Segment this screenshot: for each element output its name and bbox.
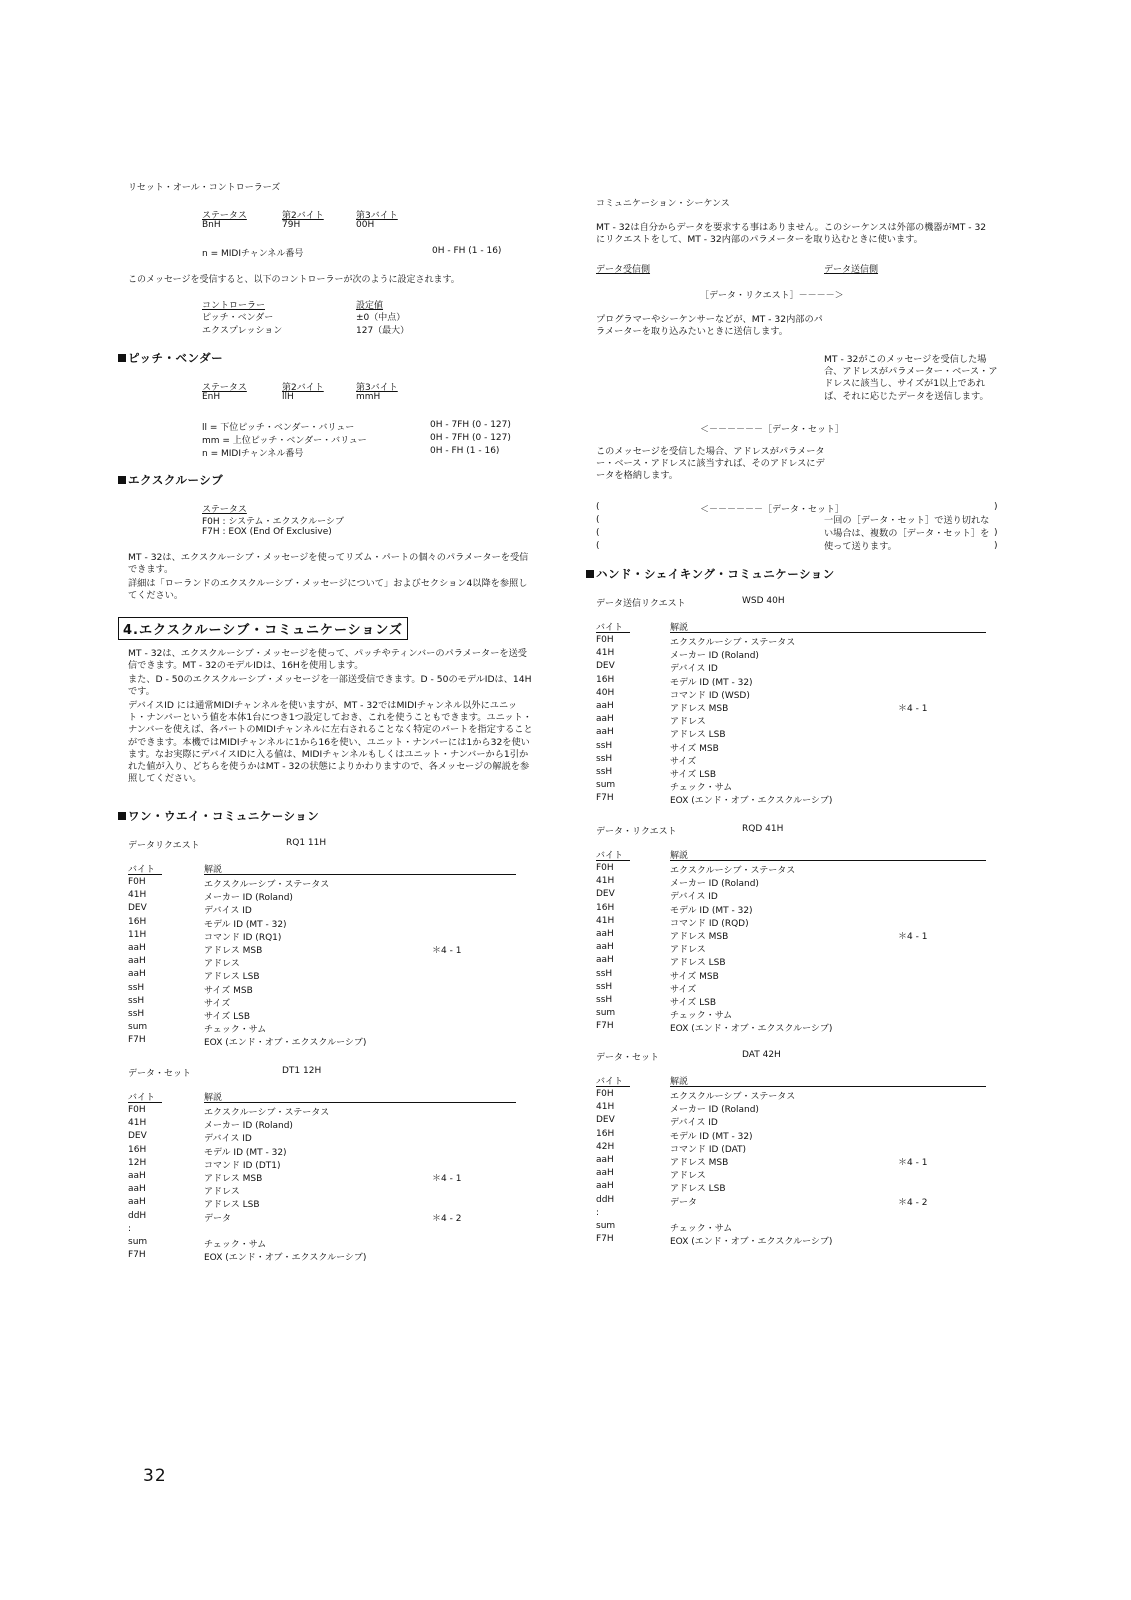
reset-desc: このメッセージを受信すると、以下のコントローラーが次のように設定されます。 xyxy=(128,275,460,285)
table-row-note-cell: ＊4 - 1 xyxy=(432,946,462,956)
table-row-byte-cell: DEV xyxy=(596,661,615,672)
table-row-desc-cell: EOX (エンド・オブ・エクスクルーシブ) xyxy=(670,796,833,807)
pitch-value-status: EnH xyxy=(202,392,221,402)
table-row-desc-cell: EOX (エンド・オブ・エクスクルーシブ) xyxy=(670,1024,833,1035)
table-row-byte-cell: ssH xyxy=(128,995,145,1006)
reset-header-byte2: 第2バイト xyxy=(282,211,324,221)
table-row-byte-cell: aaH xyxy=(128,969,146,980)
ctrl-row-value: 127（最大） xyxy=(356,326,410,336)
table-row-desc-cell: コマンド ID (WSD) xyxy=(670,690,750,701)
dt1-header-desc: 解説 xyxy=(204,1093,223,1103)
reset-note-label: n = MIDIチャンネル番号 xyxy=(202,249,304,259)
table-rule xyxy=(596,860,630,861)
seq-title: コミュニケーション・シーケンス xyxy=(596,199,730,209)
table-row-desc-cell: デバイス ID xyxy=(204,1134,252,1145)
table-row-byte-cell: DEV xyxy=(596,889,615,900)
table-row-byte-cell: 41H xyxy=(596,648,615,659)
table-row-byte-cell: 16H xyxy=(128,916,147,927)
table-row-byte-cell: 41H xyxy=(596,876,615,887)
table-row-byte-cell: F7H xyxy=(128,1250,146,1261)
dt1-header-byte: バイト xyxy=(128,1093,156,1103)
table-row-byte-cell: F7H xyxy=(128,1035,146,1046)
pitch-note-range: 0H - 7FH (0 - 127) xyxy=(430,433,511,443)
table-row-desc-cell: EOX (エンド・オブ・エクスクルーシブ) xyxy=(204,1038,367,1049)
table-row-desc-cell: エクスクルーシブ・ステータス xyxy=(204,1108,330,1118)
table-rule xyxy=(596,1086,630,1087)
reset-note-range: 0H - FH (1 - 16) xyxy=(432,246,502,256)
table-row-desc-cell: サイズ MSB xyxy=(204,985,253,996)
table-rule xyxy=(670,860,986,861)
dt1-title: データ・セット xyxy=(128,1069,192,1079)
table-row-byte-cell: 11H xyxy=(128,929,147,940)
exclusive-status-line: F7H : EOX (End Of Exclusive) xyxy=(202,527,332,537)
table-row-desc-cell: メーカー ID (Roland) xyxy=(670,651,759,662)
square-bullet-icon xyxy=(118,354,126,362)
table-row-byte-cell: ssH xyxy=(596,968,613,979)
exclusive-paragraph: MT - 32は、エクスクルーシブ・メッセージを使ってリズム・パートの個々のパラメーターを受信できます。 xyxy=(128,552,529,576)
table-row-desc-cell: エクスクルーシブ・ステータス xyxy=(670,866,796,876)
table-row-desc-cell: アドレス MSB xyxy=(204,1174,263,1184)
table-row-byte-cell: aaH xyxy=(128,1171,146,1181)
table-row-byte-cell: : xyxy=(128,1223,132,1234)
table-row-byte-cell: 41H xyxy=(596,915,615,926)
table-row-desc-cell: デバイス ID xyxy=(670,1118,718,1129)
reset-header-status: ステータス xyxy=(202,211,247,221)
paren-right-icon: ) xyxy=(994,502,998,512)
section-4-title: 4.エクスクルーシブ・コミュニケーションズ xyxy=(118,617,408,640)
section-4-paragraph: デバイスID には通常MIDIチャンネルを使いますが、MT - 32ではMIDIチャンネル以外にユニット・ナンバーという値を本体1台につき1つ設定しておき、これを使うこともできます。ユニット・ナンバーを使えば、各パートのMIDIチャンネルに左右されることなく特定のパートを指定することができます。本機ではMIDIチャンネルに1から16を使い、ユニット・ナンバーには1から32を使います。なお実際にデバイスIDに入る値は、MIDIチャンネルもしくはユニット・ナンバーから1引かれた値が入り、どちらを使うかはMT - 32の状態によりかわりますので、各メッセージの解説を参照してください。 xyxy=(128,700,533,785)
table-row-desc-cell: デバイス ID xyxy=(204,906,252,917)
pitch-note-range: 0H - 7FH (0 - 127) xyxy=(430,420,511,430)
exclusive-paragraph: 詳細は「ローランドのエクスクルーシブ・メッセージについて」およびセクション4以降を参照してください。 xyxy=(128,578,528,602)
table-row-byte-cell: aaH xyxy=(596,1181,614,1192)
pitch-note-label: mm = 上位ピッチ・ベンダー・バリュー xyxy=(202,436,367,446)
wsd-title: データ送信リクエスト xyxy=(596,599,686,609)
seq-left-note: プログラマーやシーケンサーなどが、MT - 32内部のパラメーターを取り込みたいときに送信します。 xyxy=(596,314,823,338)
table-row-desc-cell: サイズ LSB xyxy=(670,770,717,780)
table-row-byte-cell: aaH xyxy=(128,1197,146,1208)
rq1-header-byte: バイト xyxy=(128,865,156,875)
table-row-byte-cell: 16H xyxy=(596,674,615,685)
reset-value-byte3: 00H xyxy=(356,220,375,230)
table-row-byte-cell: aaH xyxy=(128,943,146,953)
table-row-byte-cell: aaH xyxy=(596,1168,614,1179)
paren-right-icon: ) xyxy=(994,528,998,538)
handshake-heading: ハンド・シェイキング・コミュニケーション xyxy=(586,566,835,582)
square-bullet-icon xyxy=(586,570,594,578)
table-row-desc-cell: サイズ MSB xyxy=(670,743,719,754)
table-rule xyxy=(128,1102,162,1103)
table-row-byte-cell: ssH xyxy=(128,1009,145,1019)
table-row-desc-cell: アドレス MSB xyxy=(204,946,263,956)
table-row-byte-cell: 40H xyxy=(596,687,615,698)
table-row-desc-cell: チェック・サム xyxy=(670,1224,733,1234)
table-row-desc-cell: アドレス xyxy=(670,945,706,956)
table-row-desc-cell: メーカー ID (Roland) xyxy=(204,893,293,904)
page-number: 32 xyxy=(143,1466,167,1486)
table-row-desc-cell: データ xyxy=(204,1213,232,1224)
table-rule xyxy=(670,1086,986,1087)
table-row-byte-cell: sum xyxy=(596,780,616,791)
table-row-desc-cell: デバイス ID xyxy=(670,664,718,675)
rq1-code: RQ1 11H xyxy=(286,838,327,848)
table-row-desc-cell: アドレス xyxy=(670,717,706,728)
table-row-byte-cell: F0H xyxy=(128,1105,146,1115)
table-row-desc-cell: チェック・サム xyxy=(670,1011,733,1022)
table-row-note-cell: ＊4 - 2 xyxy=(898,1197,928,1208)
paren-left-icon: ( xyxy=(596,528,600,538)
table-row-desc-cell: モデル ID (MT - 32) xyxy=(670,905,753,916)
table-row-desc-cell: EOX (エンド・オブ・エクスクルーシブ) xyxy=(204,1253,367,1264)
table-row-byte-cell: F7H xyxy=(596,1234,614,1245)
square-bullet-icon xyxy=(118,812,126,820)
section-4-paragraph: MT - 32は、エクスクルーシブ・メッセージを使って、パッチやティンバーのパラメーターを送受信できます。MT - 32のモデルIDは、16Hを使用します。 xyxy=(128,648,527,672)
table-row-note-cell: ＊4 - 2 xyxy=(432,1213,462,1224)
table-row-byte-cell: F0H xyxy=(596,1089,614,1099)
pitch-value-byte2: llH xyxy=(282,392,294,402)
table-row-desc-cell: メーカー ID (Roland) xyxy=(204,1121,293,1132)
table-row-desc-cell: アドレス MSB xyxy=(670,704,729,714)
table-row-desc-cell: サイズ xyxy=(204,998,231,1009)
table-row-byte-cell: 16H xyxy=(128,1144,147,1155)
table-row-desc-cell: モデル ID (MT - 32) xyxy=(670,677,753,688)
table-row-byte-cell: 12H xyxy=(128,1157,147,1168)
table-row-desc-cell: アドレス MSB xyxy=(670,1158,729,1168)
ctrl-row-value: ±0（中点） xyxy=(356,313,406,323)
table-row-desc-cell: アドレス xyxy=(204,959,240,970)
table-row-byte-cell: sum xyxy=(596,1008,616,1019)
table-row-desc-cell: サイズ xyxy=(670,756,697,767)
reset-header-byte3: 第3バイト xyxy=(356,211,398,221)
paren-left-icon: ( xyxy=(596,502,600,512)
section-4-paragraph: また、D - 50のエクスクルーシブ・メッセージを一部送受信できます。D - 50のモデルIDは、14Hです。 xyxy=(128,674,532,698)
table-row-byte-cell: sum xyxy=(128,1022,148,1033)
table-row-byte-cell: aaH xyxy=(596,1155,614,1165)
seq-left-note: このメッセージを受信した場合、アドレスがパラメーター・ベース・アドレスに該当すれば、そのアドレスにデータを格納します。 xyxy=(596,446,825,482)
seq-arrow-set: ＜－－－－－－［データ・セット］ xyxy=(700,425,845,435)
table-rule xyxy=(596,632,630,633)
pitch-value-byte3: mmH xyxy=(356,392,381,402)
pitch-note-label: n = MIDIチャンネル番号 xyxy=(202,449,304,459)
table-row-byte-cell: ssH xyxy=(596,767,613,777)
table-row-desc-cell: アドレス LSB xyxy=(670,730,726,741)
table-row-byte-cell: aaH xyxy=(128,956,146,967)
table-row-byte-cell: 41H xyxy=(128,890,147,901)
ctrl-header-name: コントローラー xyxy=(202,301,266,311)
wsd-header-byte: バイト xyxy=(596,623,624,633)
table-row-desc-cell: コマンド ID (RQD) xyxy=(670,918,749,929)
table-row-byte-cell: 41H xyxy=(596,1102,615,1113)
table-row-byte-cell: F0H xyxy=(128,877,146,887)
table-row-byte-cell: : xyxy=(596,1207,600,1218)
table-row-byte-cell: DEV xyxy=(128,1131,147,1142)
wsd-header-desc: 解説 xyxy=(670,623,689,633)
seq-receiver-label: データ受信側 xyxy=(596,265,651,275)
rqd-header-byte: バイト xyxy=(596,851,624,861)
table-row-byte-cell: aaH xyxy=(596,714,614,725)
dat-title: データ・セット xyxy=(596,1053,660,1063)
table-row-desc-cell: アドレス xyxy=(670,1171,706,1182)
wsd-code: WSD 40H xyxy=(742,596,785,606)
table-row-desc-cell: コマンド ID (DT1) xyxy=(204,1160,281,1171)
square-bullet-icon xyxy=(118,476,126,484)
ctrl-row-name: エクスプレッション xyxy=(202,326,283,336)
reset-value-status: BnH xyxy=(202,220,221,230)
table-row-desc-cell: サイズ MSB xyxy=(670,971,719,982)
table-row-desc-cell: アドレス LSB xyxy=(670,1184,726,1195)
table-row-byte-cell: F0H xyxy=(596,635,614,645)
table-row-byte-cell: aaH xyxy=(596,955,614,966)
seq-paren-note: 一回の［データ・セット］で送り切れない場合は、複数の［データ・セット］を使って送ります。 xyxy=(824,515,990,552)
table-row-desc-cell: モデル ID (MT - 32) xyxy=(204,919,287,930)
table-row-note-cell: ＊4 - 1 xyxy=(898,932,928,942)
table-row-desc-cell: コマンド ID (RQ1) xyxy=(204,932,282,943)
dat-header-byte: バイト xyxy=(596,1077,624,1087)
ctrl-row-name: ピッチ・ベンダー xyxy=(202,313,274,323)
table-row-byte-cell: ssH xyxy=(596,753,613,764)
table-row-desc-cell: チェック・サム xyxy=(670,783,733,794)
table-rule xyxy=(128,874,162,875)
paren-left-icon: ( xyxy=(596,541,600,551)
table-rule xyxy=(204,874,516,875)
oneway-heading: ワン・ウエイ・コミュニケーション xyxy=(118,808,319,824)
table-row-byte-cell: ddH xyxy=(596,1194,615,1205)
table-row-byte-cell: 41H xyxy=(128,1118,147,1129)
table-row-desc-cell: アドレス LSB xyxy=(670,958,726,969)
rqd-header-desc: 解説 xyxy=(670,851,689,861)
paren-left-icon: ( xyxy=(596,515,600,525)
table-row-desc-cell: モデル ID (MT - 32) xyxy=(204,1147,287,1158)
exclusive-status-header: ステータス xyxy=(202,505,247,515)
pitch-header-byte2: 第2バイト xyxy=(282,383,324,393)
table-row-byte-cell: aaH xyxy=(596,727,614,738)
table-row-byte-cell: ssH xyxy=(596,740,613,751)
table-row-desc-cell: アドレス LSB xyxy=(204,1200,260,1211)
pitch-header-status: ステータス xyxy=(202,383,247,393)
table-row-desc-cell: データ xyxy=(670,1197,698,1208)
table-row-desc-cell: アドレス xyxy=(204,1187,240,1198)
table-row-desc-cell: サイズ LSB xyxy=(204,1012,251,1022)
table-row-byte-cell: DEV xyxy=(128,903,147,914)
table-row-byte-cell: 16H xyxy=(596,1128,615,1139)
table-row-byte-cell: DEV xyxy=(596,1115,615,1126)
pitch-note-range: 0H - FH (1 - 16) xyxy=(430,446,500,456)
table-row-desc-cell: メーカー ID (Roland) xyxy=(670,879,759,890)
reset-title: リセット・オール・コントローラーズ xyxy=(128,183,281,193)
rqd-title: データ・リクエスト xyxy=(596,827,677,837)
table-row-desc-cell: エクスクルーシブ・ステータス xyxy=(670,638,796,648)
paren-right-icon: ) xyxy=(994,541,998,551)
table-row-byte-cell: aaH xyxy=(596,942,614,953)
table-row-desc-cell: コマンド ID (DAT) xyxy=(670,1144,747,1155)
table-row-note-cell: ＊4 - 1 xyxy=(898,1158,928,1168)
seq-arrow-request: ［データ・リクエスト］－－－－＞ xyxy=(700,291,844,301)
table-row-desc-cell: モデル ID (MT - 32) xyxy=(670,1131,753,1142)
table-row-desc-cell: EOX (エンド・オブ・エクスクルーシブ) xyxy=(670,1237,833,1248)
table-row-byte-cell: F7H xyxy=(596,793,614,804)
table-row-byte-cell: ssH xyxy=(128,982,145,993)
dt1-code: DT1 12H xyxy=(282,1066,322,1076)
table-row-desc-cell: エクスクルーシブ・ステータス xyxy=(670,1092,796,1102)
table-row-desc-cell: アドレス LSB xyxy=(204,972,260,983)
table-row-desc-cell: メーカー ID (Roland) xyxy=(670,1105,759,1116)
pitch-note-label: ll = 下位ピッチ・ベンダー・バリュー xyxy=(202,423,355,433)
pitch-heading: ピッチ・ベンダー xyxy=(118,350,223,366)
table-row-byte-cell: F7H xyxy=(596,1021,614,1032)
dat-code: DAT 42H xyxy=(742,1050,781,1060)
ctrl-header-value: 設定値 xyxy=(356,301,384,311)
exclusive-status-line: F0H : システム・エクスクルーシブ xyxy=(202,517,344,527)
table-row-desc-cell: アドレス MSB xyxy=(670,932,729,942)
seq-sender-label: データ送信側 xyxy=(824,265,879,275)
table-row-desc-cell: エクスクルーシブ・ステータス xyxy=(204,880,330,890)
rqd-code: RQD 41H xyxy=(742,824,784,834)
table-row-desc-cell: デバイス ID xyxy=(670,892,718,903)
table-row-note-cell: ＊4 - 1 xyxy=(898,704,928,714)
table-row-byte-cell: aaH xyxy=(596,701,614,711)
rq1-title: データリクエスト xyxy=(128,841,200,851)
table-row-byte-cell: 16H xyxy=(596,902,615,913)
table-row-byte-cell: ssH xyxy=(596,995,613,1005)
table-row-desc-cell: サイズ LSB xyxy=(670,998,717,1008)
table-row-byte-cell: sum xyxy=(128,1237,148,1247)
table-row-desc-cell: チェック・サム xyxy=(204,1025,267,1036)
reset-value-byte2: 79H xyxy=(282,220,301,230)
table-rule xyxy=(670,632,986,633)
exclusive-heading: エクスクルーシブ xyxy=(118,472,223,488)
pitch-header-byte3: 第3バイト xyxy=(356,383,398,393)
table-row-byte-cell: aaH xyxy=(596,929,614,939)
table-row-note-cell: ＊4 - 1 xyxy=(432,1174,462,1184)
table-row-desc-cell: チェック・サム xyxy=(204,1240,267,1250)
rq1-header-desc: 解説 xyxy=(204,865,223,875)
table-row-desc-cell: サイズ xyxy=(670,984,697,995)
table-row-byte-cell: ddH xyxy=(128,1210,147,1221)
seq-arrow-set: ＜－－－－－－［データ・セット］ xyxy=(700,505,845,515)
seq-right-note: MT - 32がこのメッセージを受信した場合、アドレスがパラメーター・ベース・アドレスに該当し、サイズが1以上であれば、それに応じたデータを送信します。 xyxy=(824,354,998,402)
table-row-byte-cell: sum xyxy=(596,1221,616,1231)
table-row-byte-cell: aaH xyxy=(128,1184,146,1195)
table-row-byte-cell: F0H xyxy=(596,863,614,873)
seq-paragraph: MT - 32は自分からデータを要求する事はありません。このシーケンスは外部の機器がMT - 32にリクエストをして、MT - 32内部のパラメーターを取り込むときに使います。 xyxy=(596,222,987,246)
table-rule xyxy=(204,1102,516,1103)
table-row-byte-cell: ssH xyxy=(596,981,613,992)
table-row-byte-cell: 42H xyxy=(596,1141,615,1152)
dat-header-desc: 解説 xyxy=(670,1077,689,1087)
